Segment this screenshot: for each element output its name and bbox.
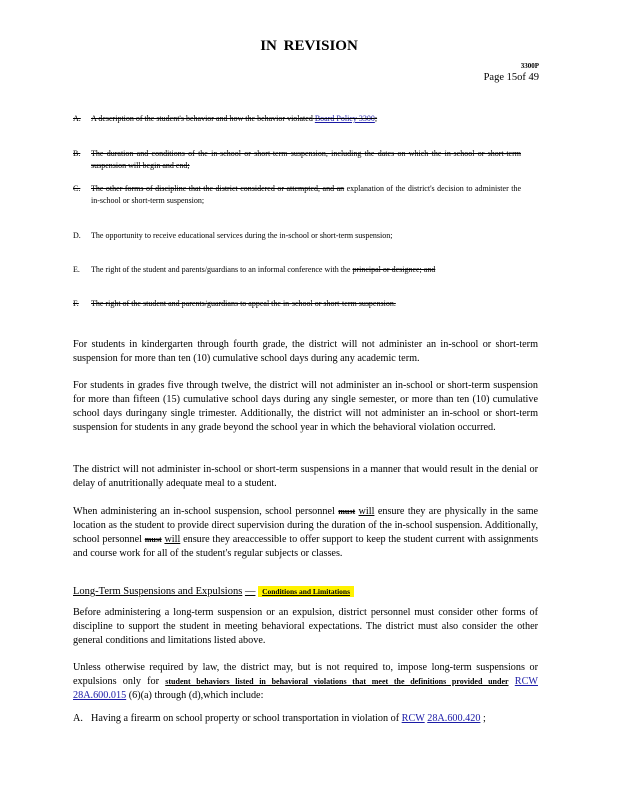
p4-will-1: will	[358, 506, 375, 517]
section-highlight: Conditions and Limitations	[258, 586, 354, 597]
list-text: The opportunity to receive educational services during the in-school or short-term suspension;	[91, 231, 393, 240]
policy-code: 3300P	[520, 62, 539, 70]
p6-text-b: (6)(a) through (d),which include:	[128, 690, 264, 701]
list-tail: .	[393, 299, 396, 308]
p4-text-b: ensure they are physically in the same location as the student to provide direct supervision during the duration of the in-school suspension. Additionally, school personnel	[73, 506, 539, 545]
list-label: D.	[73, 231, 81, 240]
paragraph-k4: For students in kindergarten through fourth grade, the district will not administer an in-school or short-term suspension for more than ten (10) cumulative school days during any academic term.	[73, 339, 538, 364]
list-text	[91, 183, 521, 207]
list-item-b	[73, 148, 521, 172]
list-text	[91, 298, 521, 310]
p4-text-a: When administering an in-school suspension, school personnel	[73, 506, 335, 517]
list-text: The duration and conditions of the in-school or short-term suspension, including the dates on which the in-school or short-term suspension will begin and end;	[91, 149, 521, 170]
p4-text-c: ensure they areaccessible to offer support to keep the student current with assignments and course work for all of the student's regular subjects or classes.	[73, 534, 539, 559]
list-text-struck: principal or designee; and	[352, 265, 436, 274]
list-item-f	[73, 298, 521, 322]
list-label: B.	[73, 149, 81, 158]
document-title: IN REVISION	[260, 38, 358, 54]
rcw-28a600015-link[interactable]: RCW 28A.600.015	[73, 676, 539, 701]
list-item-e	[73, 264, 521, 288]
list-text-body: explanation of the district's decision to administer the in-school or short-term suspension;	[91, 184, 521, 205]
paragraph-grades-5-12: For students in grades five through twelve, the district will not administer an in-school or short-term suspension for more than fifteen (15) cumulative school days during any single semester, or more than ten (10) cumulative school days duringany single trimester. Additionally, the district will not administer an in-school or short-term suspension for students in any grade beyond the school year in which the behavioral violation occurred.	[73, 380, 538, 433]
list-text-body: The right of the student and parents/guardians to appeal the in-school or short-term suspension	[91, 299, 394, 308]
list-label: A.	[73, 114, 81, 123]
item-a-body: Having a firearm on school property or school transportation in violation of	[91, 713, 400, 724]
list-text	[91, 113, 521, 125]
list-label: C.	[73, 184, 81, 193]
list-text-body: The right of the student and parents/guardians to an informal conference with the	[91, 265, 351, 274]
list-label: F.	[73, 299, 79, 308]
list-item-d	[73, 230, 521, 254]
section-heading	[73, 586, 354, 597]
item-a-label: A.	[73, 713, 83, 724]
item-a-firearm	[73, 712, 83, 726]
p6-text-a: Unless otherwise required by law, the district may, but is not required to, impose long-term suspensions or expulsions only for	[73, 662, 538, 687]
list-text-struck: The other forms of discipline that the district considered or attempted, and an	[91, 184, 345, 193]
list-text-body: A description of the student's behavior and how the behavior violated	[91, 114, 313, 123]
p4-must-2: must	[144, 535, 162, 544]
p6-small-text: student behaviors listed in behavioral violations that meet the definitions provided under	[165, 677, 509, 686]
page-number: Page 15of 49	[483, 72, 539, 83]
rcw-28a600420-link[interactable]: 28A.600.420	[427, 713, 481, 724]
item-a-tail: ;	[482, 713, 486, 724]
rcw-link-part1[interactable]: RCW	[401, 713, 425, 724]
section-dash: —	[244, 586, 256, 597]
list-item-c	[73, 183, 521, 219]
paragraph-in-school-supervision	[73, 505, 538, 561]
paragraph-meals: The district will not administer in-school or short-term suspensions in a manner that would result in the denial or delay of anutritionally adequate meal to a student.	[73, 464, 538, 489]
p4-must-1: must	[338, 507, 356, 516]
list-label: E.	[73, 265, 80, 274]
board-policy-link[interactable]: Board Policy 3300	[314, 114, 375, 123]
list-text	[91, 264, 521, 276]
list-tail: ;	[374, 114, 378, 123]
item-a-text	[91, 712, 538, 726]
paragraph-unless-required	[73, 661, 538, 703]
list-item-a	[73, 113, 521, 137]
section-heading-text: Long-Term Suspensions and Expulsions	[73, 586, 243, 597]
paragraph-before-long-term: Before administering a long-term suspension or an expulsion, district personnel must consider other forms of discipline to support the student in meeting behavioral expectations. The district must also consider the other general conditions and limitations listed above.	[73, 607, 538, 646]
p4-will-2: will	[164, 534, 181, 545]
